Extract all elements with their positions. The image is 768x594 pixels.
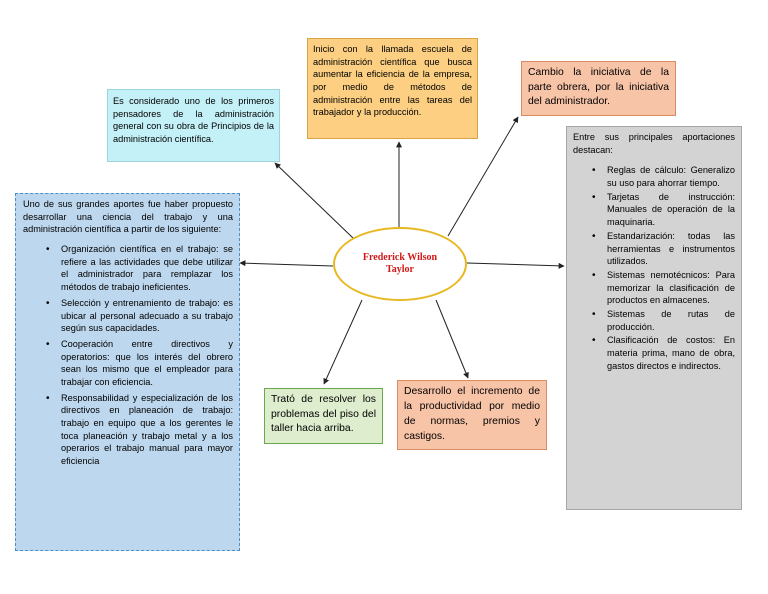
arrow-to-right (467, 263, 564, 266)
list-item: • Clasificación de costos: En materia prima, mano de obra, gastos directos e indirectos. (607, 334, 735, 372)
node-bottom-salmon (397, 380, 547, 450)
node-right (566, 126, 742, 510)
node-bottom-green-text: Trató de resolver los problemas del piso del taller hacia arriba. (271, 394, 376, 435)
node-bottom-green (264, 388, 383, 444)
node-top-left (107, 89, 280, 162)
list-item: • Organización científica en el trabajo: se refiere a las actividades que debe utilizar el administrador para remplazar los métodos de trabajo ineficientes. (61, 243, 233, 294)
node-top-right-text: Cambio la iniciativa de la parte obrera, por la iniciativa del administrador. (528, 67, 669, 108)
node-left-list (23, 243, 233, 468)
list-item: • Sistemas nemotécnicos: Para memorizar la clasificación de productos en almacenes. (607, 269, 735, 307)
node-right-intro: Entre sus principales aportaciones destacan: (573, 132, 735, 155)
list-item: • Estandarización: todas las herramientas e instrumentos utilizados. (607, 230, 735, 268)
node-top-center (307, 38, 478, 139)
list-item: • Selección y entrenamiento de trabajo: es ubicar al personal adecuado a su trabajo según sus capacidades. (61, 297, 233, 335)
list-item: • Sistemas de rutas de producción. (607, 308, 735, 333)
node-top-left-text: Es considerado uno de los primeros pensadores de la administración general con su obra de Principios de la administración científica. (113, 96, 274, 145)
arrow-to-left (240, 263, 333, 266)
list-item: • Cooperación entre directivos y operatorios: que los interés del obrero sean los mismo que el empleador para trabajar con eficiencia. (61, 338, 233, 389)
node-top-center-text: Inicio con la llamada escuela de administración científica que busca aumentar la eficiencia de la empresa, por medio de métodos de administración entre las tareas del trabajador y la producción. (313, 44, 472, 118)
arrow-to-bottom-salmon (436, 300, 468, 378)
node-left-intro: Uno de sus grandes aportes fue haber propuesto desarrollar una ciencia del trabajo y una administración científica a partir de los siguiente: (23, 199, 233, 235)
node-top-right (521, 61, 676, 116)
list-item: • Responsabilidad y especialización de los directivos en planeación de trabajo: trabajo en equipo que a los gerentes le toca planeación y trabajo metal y a los operarios el trabajo manual para mayor eficiencia (61, 392, 233, 468)
list-item: • Tarjetas de instrucción: Manuales de operación de la maquinaria. (607, 191, 735, 229)
central-node-title: Frederick Wilson Taylor (362, 251, 438, 275)
node-right-list (573, 164, 735, 372)
central-node (333, 227, 467, 301)
arrow-to-bottom-green (324, 300, 362, 384)
arrow-to-top-left (275, 163, 353, 238)
list-item: • Reglas de cálculo: Generalizo su uso para ahorrar tiempo. (607, 164, 735, 189)
node-bottom-salmon-text: Desarrollo el incremento de la productividad por medio de normas, premios y castigos. (404, 386, 540, 443)
node-left (15, 193, 240, 551)
